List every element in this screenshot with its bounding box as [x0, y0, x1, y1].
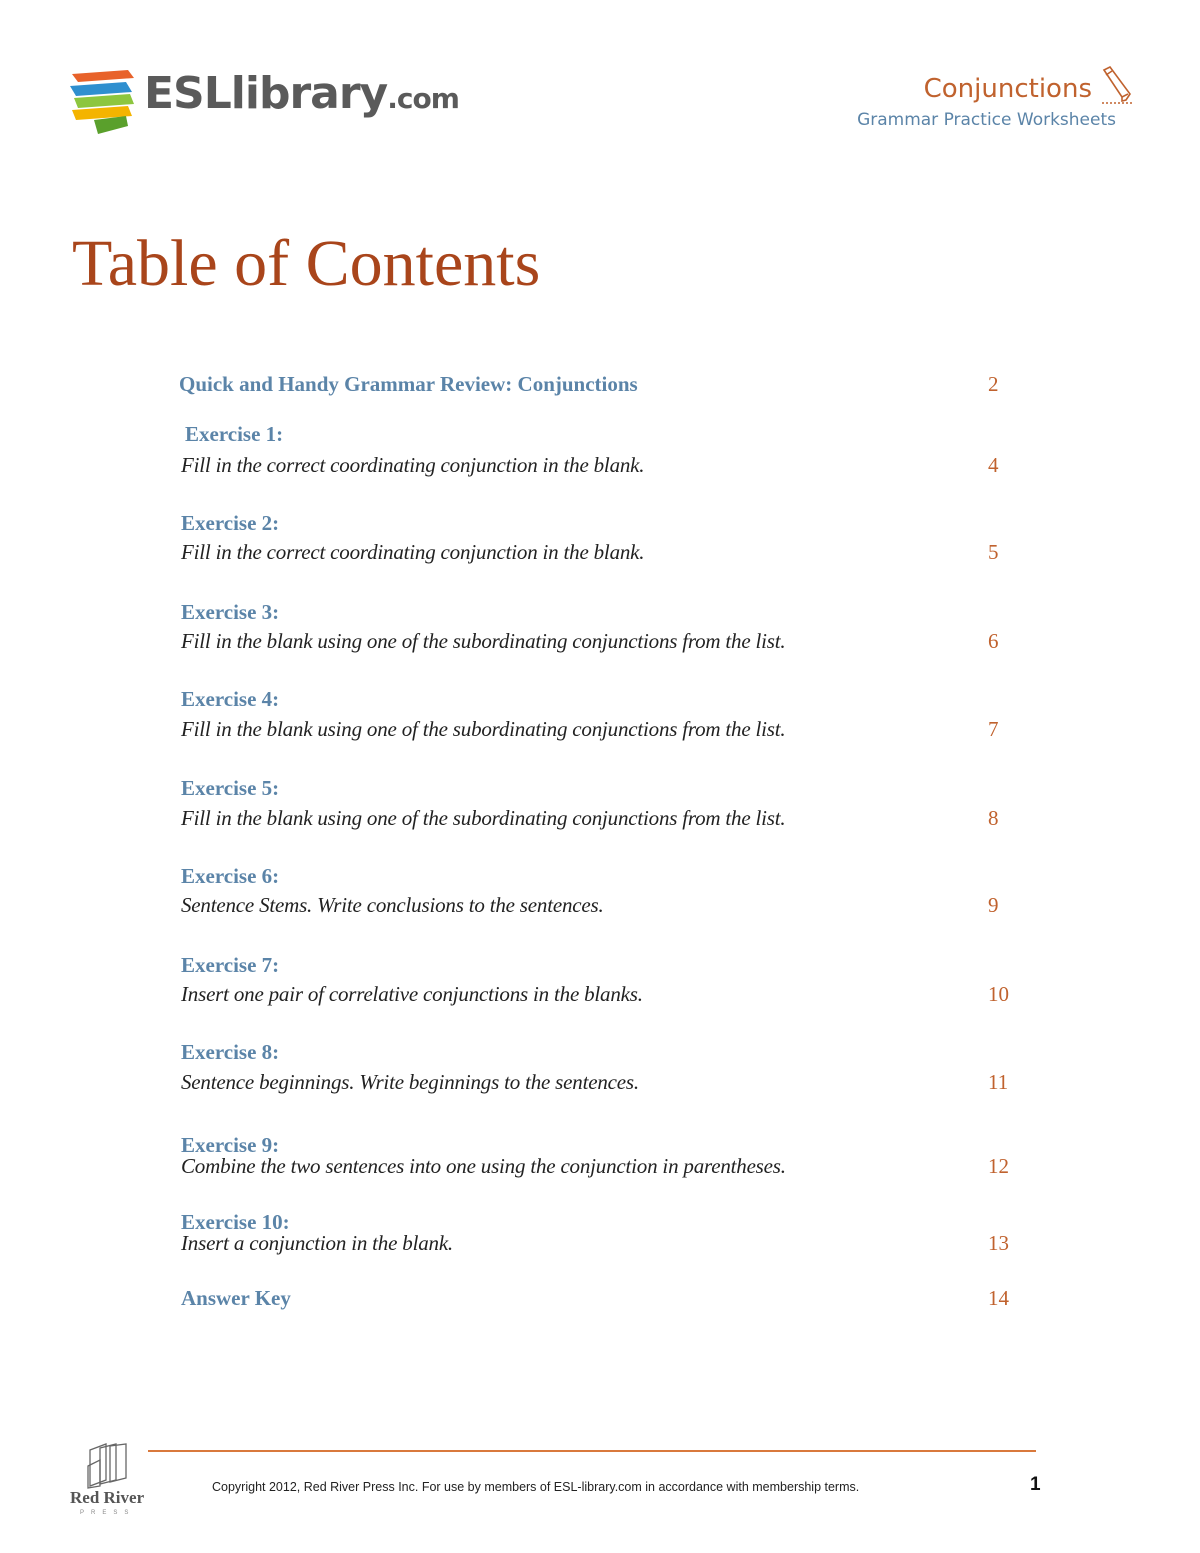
toc-exercise-desc: Insert one pair of correlative conjunctions in the blanks. [181, 982, 643, 1006]
toc-exercise-desc: Fill in the blank using one of the subordinating conjunctions from the list. [181, 629, 786, 653]
document-title: Conjunctions [923, 74, 1092, 104]
toc-exercise-desc: Insert a conjunction in the blank. [181, 1231, 453, 1255]
toc-exercise-page: 10 [988, 982, 1009, 1006]
copyright-notice: Copyright 2012, Red River Press Inc. For use by members of ESL-library.com in accordance with membership terms. [212, 1480, 860, 1494]
toc-answer-key-page: 14 [988, 1286, 1009, 1310]
toc-answer-key-title[interactable]: Answer Key [181, 1286, 291, 1310]
toc-exercise-page: 13 [988, 1231, 1009, 1255]
toc-exercise-title[interactable]: Exercise 7: [181, 953, 280, 977]
toc-exercise-page: 6 [988, 629, 999, 653]
logo-library: library [230, 68, 388, 119]
toc-exercise-page: 12 [988, 1154, 1009, 1178]
toc-exercise-page: 9 [988, 893, 999, 917]
toc-exercise-page: 7 [988, 717, 999, 741]
page-title: Table of Contents [72, 227, 541, 300]
toc-exercise-title[interactable]: Exercise 9: [181, 1133, 280, 1157]
toc-exercise-page: 5 [988, 540, 999, 564]
toc-exercise-page: 11 [988, 1070, 1009, 1094]
toc-exercise-desc: Fill in the correct coordinating conjunction in the blank. [181, 540, 645, 564]
document-subtitle: Grammar Practice Worksheets [857, 110, 1116, 130]
toc-exercise-desc: Combine the two sentences into one using the conjunction in parentheses. [181, 1154, 786, 1178]
publisher-subtitle: PRESS [80, 1510, 136, 1516]
toc-exercise-title[interactable]: Exercise 2: [181, 511, 280, 535]
logo-esl: ESL [144, 68, 231, 119]
publisher-name: Red River [70, 1488, 145, 1507]
toc-exercise-title[interactable]: Exercise 8: [181, 1040, 280, 1064]
footer-divider [148, 1450, 1036, 1452]
toc-exercise-title[interactable]: Exercise 10: [181, 1210, 290, 1234]
toc-exercise-title[interactable]: Exercise 4: [181, 687, 280, 711]
toc-exercise-desc: Fill in the blank using one of the subordinating conjunctions from the list. [181, 717, 786, 741]
toc-exercise-title[interactable]: Exercise 5: [181, 776, 280, 800]
toc-exercise-title[interactable]: Exercise 6: [181, 864, 280, 888]
toc-exercise-title[interactable]: Exercise 3: [181, 600, 280, 624]
toc-exercise-title[interactable]: Exercise 1: [185, 422, 284, 446]
toc-exercise-page: 8 [988, 806, 999, 830]
toc-exercise-page: 4 [988, 453, 999, 477]
toc-exercise-desc: Fill in the blank using one of the subordinating conjunctions from the list. [181, 806, 786, 830]
toc-exercise-desc: Fill in the correct coordinating conjunction in the blank. [181, 453, 645, 477]
toc-exercise-desc: Sentence Stems. Write conclusions to the sentences. [181, 893, 604, 917]
toc-review-title[interactable]: Quick and Handy Grammar Review: Conjunctions [179, 372, 638, 396]
toc-exercise-desc: Sentence beginnings. Write beginnings to the sentences. [181, 1070, 639, 1094]
page-number: 1 [1030, 1474, 1041, 1495]
toc-review-page: 2 [988, 372, 999, 396]
logo-com: .com [387, 82, 459, 115]
